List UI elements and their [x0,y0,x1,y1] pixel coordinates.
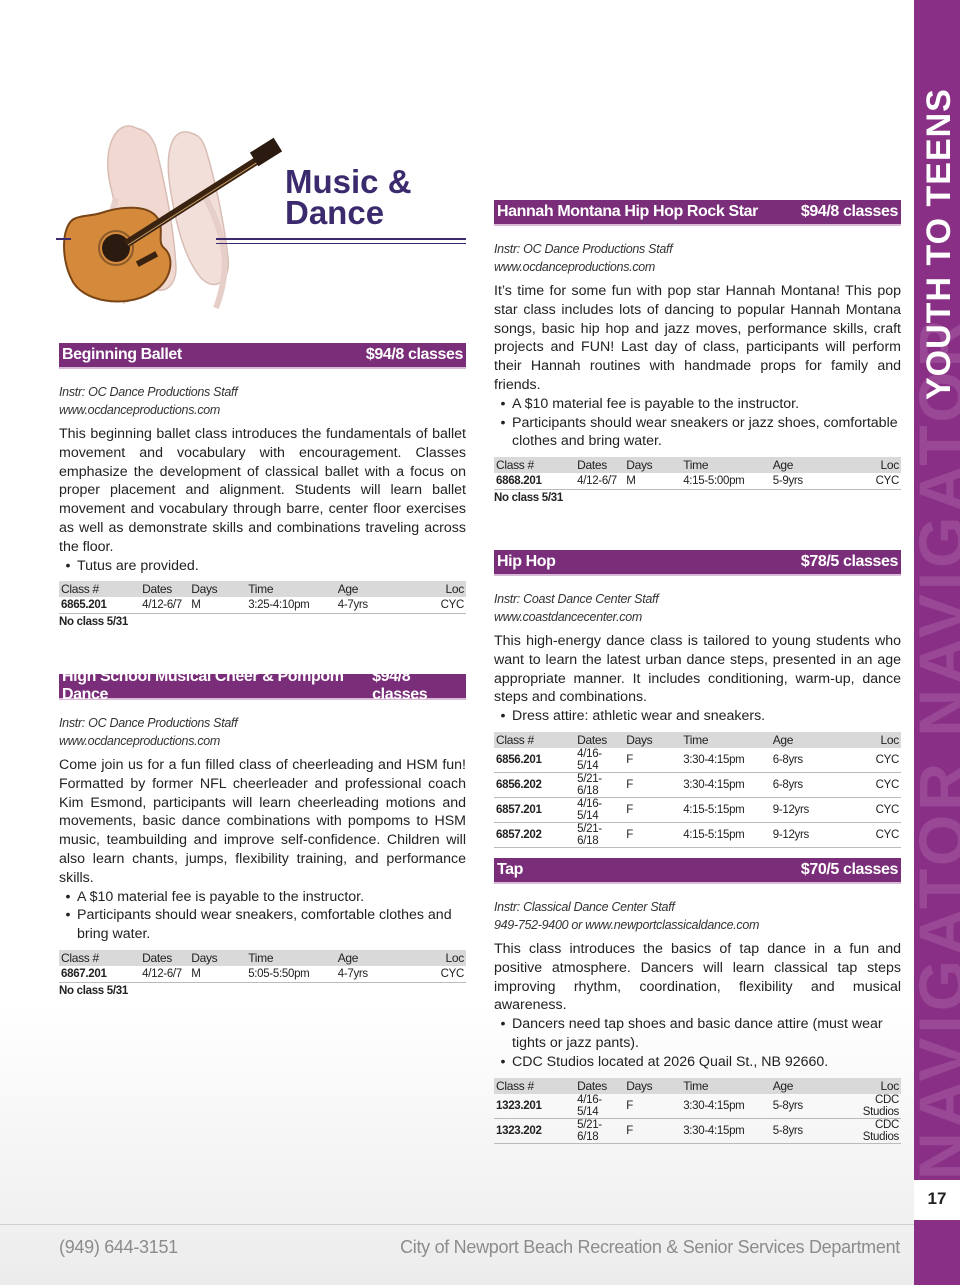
schedule-header-cell: Class # [59,581,124,597]
schedule-cell: 1323.202 [494,1118,559,1143]
schedule-header-cell: Time [681,732,771,748]
schedule-cell: 6857.202 [494,822,559,847]
section-title-vertical: YOUTH TO TEENS [920,88,958,400]
class-description: It’s time for some fun with pop star Hannah Montana! This pop star class includes lots of dancing to popular Hannah Montana songs, basic hip hop and jazz moves, performance skills, craft projects and FUN! Last day of class, participants will perform their Hannah routines with handmade props for family and friends. [494,283,901,393]
class-title: Hannah Montana Hip Hop Rock Star [497,203,758,220]
instructor-website: www.coastdancecenter.com [494,610,642,624]
class-description: This class introduces the basics of tap dance in a fun and positive atmosphere. Dancers will learn classical tap steps improving rhythm, coordination, flexibility and musical awareness. [494,941,901,1014]
schedule-row [59,597,466,614]
class-price: $78/5 classes [800,553,898,570]
schedule-cell: 4-7yrs [336,966,409,983]
schedule-cell: F [624,1118,681,1143]
bullet-text: Dancers need tap shoes and basic dance attire (must wear tights or jazz pants). [512,1016,883,1051]
hero-title-line1: Music & [285,163,412,200]
hero-title [285,163,412,231]
schedule-table [59,950,466,983]
schedule-header-cell: Dates [124,950,189,966]
bullet-icon: • [500,1016,506,1033]
schedule-note: No class 5/31 [494,492,563,505]
bullet-item [494,1053,901,1072]
class-title-bar [59,668,466,703]
class-description: This high-energy dance class is tailored to young students who want to learn the latest urban dance steps, presented in an age appropriate manner. It includes conditioning, warm-up, dance steps and combinations. [494,633,901,706]
class-block-hsm-cheer [59,668,466,997]
schedule-header-cell: Dates [559,457,624,473]
class-block-beginning-ballet [59,343,466,628]
class-price: $70/5 classes [800,861,898,878]
schedule-header-row [59,950,466,966]
class-title-bar [494,550,901,576]
schedule-cell: CYC [409,966,466,983]
schedule-cell: CYC [844,797,901,822]
bullet-item [494,395,901,414]
schedule-header-cell: Dates [559,1078,624,1094]
schedule-cell: CDC Studios [844,1094,901,1119]
schedule-cell: F [624,797,681,822]
schedule-header-cell: Days [624,732,681,748]
schedule-cell: CYC [844,772,901,797]
schedule-header-cell: Dates [124,581,189,597]
bullet-text: A $10 material fee is payable to the instructor. [77,888,365,905]
schedule-row [494,1094,901,1119]
schedule-header-cell: Age [771,732,844,748]
class-title-bar [59,343,466,369]
class-block-hip-hop [494,550,901,848]
instructor-website: 949-752-9400 or www.newportclassicaldance.com [494,918,760,932]
class-block-hannah-montana [494,200,901,504]
schedule-row [494,822,901,847]
schedule-note: No class 5/31 [59,984,128,997]
schedule-cell: F [624,822,681,847]
schedule-row [494,473,901,490]
schedule-cell: CYC [844,748,901,773]
schedule-cell: F [624,748,681,773]
schedule-cell: 9-12yrs [771,797,844,822]
schedule-cell: 1323.201 [494,1094,559,1119]
schedule-cell: 5-9yrs [771,473,844,490]
schedule-cell: 9-12yrs [771,822,844,847]
schedule-cell: CYC [844,822,901,847]
hero-rule [216,238,466,240]
instructor-website: www.ocdanceproductions.com [494,260,656,274]
guitar-ballet-shoes-illustration [56,108,286,313]
schedule-row [494,797,901,822]
schedule-cell: 5:05-5:50pm [246,966,336,983]
class-title-bar [494,200,901,226]
schedule-cell: 6856.202 [494,772,559,797]
side-watermark: NAVIGATOR NAVIGATOR [905,315,979,1180]
schedule-header-row [494,457,901,473]
schedule-cell: 4/12-6/7 [559,473,624,490]
schedule-cell: 3:30-4:15pm [681,772,771,797]
schedule-header-cell: Days [189,581,246,597]
schedule-table [494,732,901,848]
schedule-header-cell: Age [336,950,409,966]
schedule-cell: 5/21-6/18 [559,1118,624,1143]
schedule-cell: 6856.201 [494,748,559,773]
bullet-text: Tutus are provided. [77,557,199,574]
schedule-header-cell: Age [771,1078,844,1094]
instructor-info [59,714,466,750]
bullet-item [59,888,466,907]
bullet-text: A $10 material fee is payable to the instructor. [512,395,800,412]
bullet-text: CDC Studios located at 2026 Quail St., NB 92660. [512,1053,829,1070]
schedule-cell: 4/16-5/14 [559,797,624,822]
schedule-cell: M [624,473,681,490]
schedule-table [494,457,901,490]
class-title-bar [494,858,901,884]
schedule-header-cell: Time [246,581,336,597]
schedule-cell: 5-8yrs [771,1118,844,1143]
bullet-icon: • [500,708,506,725]
footer-phone: (949) 644-3151 [59,1237,178,1257]
schedule-cell: 3:25-4:10pm [246,597,336,614]
schedule-cell: 6867.201 [59,966,124,983]
schedule-cell: 4/12-6/7 [124,597,189,614]
instructor-name: Instr: OC Dance Productions Staff [494,242,673,256]
schedule-cell: CYC [844,473,901,490]
schedule-cell: CYC [409,597,466,614]
class-block-tap [494,858,901,1144]
schedule-header-cell: Class # [494,1078,559,1094]
page-number: 17 [914,1180,960,1220]
schedule-cell: 5-8yrs [771,1094,844,1119]
schedule-header-cell: Class # [59,950,124,966]
schedule-cell: 4/16-5/14 [559,1094,624,1119]
schedule-header-cell: Loc [844,457,901,473]
schedule-row [494,772,901,797]
schedule-note: No class 5/31 [59,616,128,629]
bullet-item [59,906,466,944]
schedule-cell: F [624,1094,681,1119]
schedule-header-row [59,581,466,597]
instructor-info [494,590,901,626]
schedule-table [59,581,466,614]
instructor-info [494,240,901,276]
class-title: High School Musical Cheer & Pompom Dance [62,668,344,703]
side-band [905,0,979,1180]
schedule-cell: 3:30-4:15pm [681,748,771,773]
schedule-cell: 4/12-6/7 [124,966,189,983]
schedule-cell: 6857.201 [494,797,559,822]
bullet-item [494,707,901,726]
schedule-header-cell: Time [681,457,771,473]
schedule-header-cell: Time [246,950,336,966]
instructor-name: Instr: Classical Dance Center Staff [494,900,675,914]
instructor-info [494,898,901,934]
hero-banner [56,108,468,318]
instructor-name: Instr: OC Dance Productions Staff [59,716,238,730]
schedule-cell: 4-7yrs [336,597,409,614]
schedule-header-cell: Time [681,1078,771,1094]
schedule-table [494,1078,901,1144]
schedule-cell: 6865.201 [59,597,124,614]
schedule-row [494,1118,901,1143]
schedule-cell: 6-8yrs [771,772,844,797]
bullet-item [59,557,466,576]
class-price: $94/8 classes [365,346,463,363]
footer-department: City of Newport Beach Recreation & Senior Services Department [400,1237,900,1257]
bullet-icon: • [65,907,71,924]
schedule-cell: 4:15-5:15pm [681,797,771,822]
bullet-icon: • [500,1053,506,1070]
bullet-text: Dress attire: athletic wear and sneakers. [512,708,766,725]
class-title: Beginning Ballet [62,346,182,363]
bullet-text: Participants should wear sneakers or jazz shoes, comfortable clothes and bring water. [512,414,898,450]
bullet-icon: • [65,557,71,574]
schedule-header-cell: Days [624,457,681,473]
bullet-icon: • [500,395,506,412]
schedule-header-cell: Days [189,950,246,966]
schedule-header-cell: Age [336,581,409,597]
bullet-item [494,414,901,452]
schedule-header-cell: Days [624,1078,681,1094]
schedule-cell: 4:15-5:15pm [681,822,771,847]
schedule-header-row [494,732,901,748]
hero-rule [216,243,466,244]
class-price: $94/8 classes [800,203,898,220]
schedule-cell: 6-8yrs [771,748,844,773]
schedule-header-cell: Age [771,457,844,473]
class-title: Hip Hop [497,553,556,570]
bullet-text: Participants should wear sneakers, comfortable clothes and bring water. [77,907,452,943]
instructor-name: Instr: OC Dance Productions Staff [59,385,238,399]
schedule-header-cell: Class # [494,732,559,748]
schedule-header-cell: Dates [559,732,624,748]
bullet-icon: • [65,888,71,905]
schedule-header-cell: Class # [494,457,559,473]
class-description: This beginning ballet class introduces the fundamentals of ballet movement and vocabulary with encouragement. Classes emphasize the development of classical ballet with a focus on proper placement and alignment. Students will learn ballet movement and vocabulary through barre, center floor exercises as well as demonstrate skills and combinations traveling across the floor. [59,426,466,555]
schedule-cell: M [189,597,246,614]
hero-title-line2: Dance [285,194,385,231]
schedule-cell: M [189,966,246,983]
schedule-cell: CDC Studios [844,1118,901,1143]
schedule-row [494,748,901,773]
side-band-bottom [914,1220,960,1285]
instructor-name: Instr: Coast Dance Center Staff [494,592,659,606]
schedule-cell: 6868.201 [494,473,559,490]
class-title: Tap [497,861,524,878]
instructor-website: www.ocdanceproductions.com [59,734,221,748]
footer-divider [0,1224,914,1225]
instructor-info [59,383,466,419]
bullet-icon: • [500,414,506,431]
schedule-header-cell: Loc [409,581,466,597]
class-description: Come join us for a fun filled class of cheerleading and HSM fun! Formatted by former NFL cheerleader and professional coach Kim Esmond, participants will learn cheerleading motions and movements, basic dance combinations with pompoms to HSM music, teambuilding and improve self-confidence. Children will also learn chants, jumps, flexibility training, and performance skills. [59,757,466,886]
schedule-cell: 4/16-5/14 [559,748,624,773]
class-price: $94/8 classes [372,668,428,703]
instructor-website: www.ocdanceproductions.com [59,403,221,417]
schedule-header-cell: Loc [844,1078,901,1094]
schedule-cell: 5/21-6/18 [559,822,624,847]
schedule-header-cell: Loc [409,950,466,966]
schedule-cell: 3:30-4:15pm [681,1118,771,1143]
schedule-cell: 4:15-5:00pm [681,473,771,490]
schedule-cell: F [624,772,681,797]
bullet-item [494,1015,901,1053]
schedule-cell: 3:30-4:15pm [681,1094,771,1119]
schedule-row [59,966,466,983]
schedule-header-cell: Loc [844,732,901,748]
schedule-cell: 5/21-6/18 [559,772,624,797]
schedule-header-row [494,1078,901,1094]
